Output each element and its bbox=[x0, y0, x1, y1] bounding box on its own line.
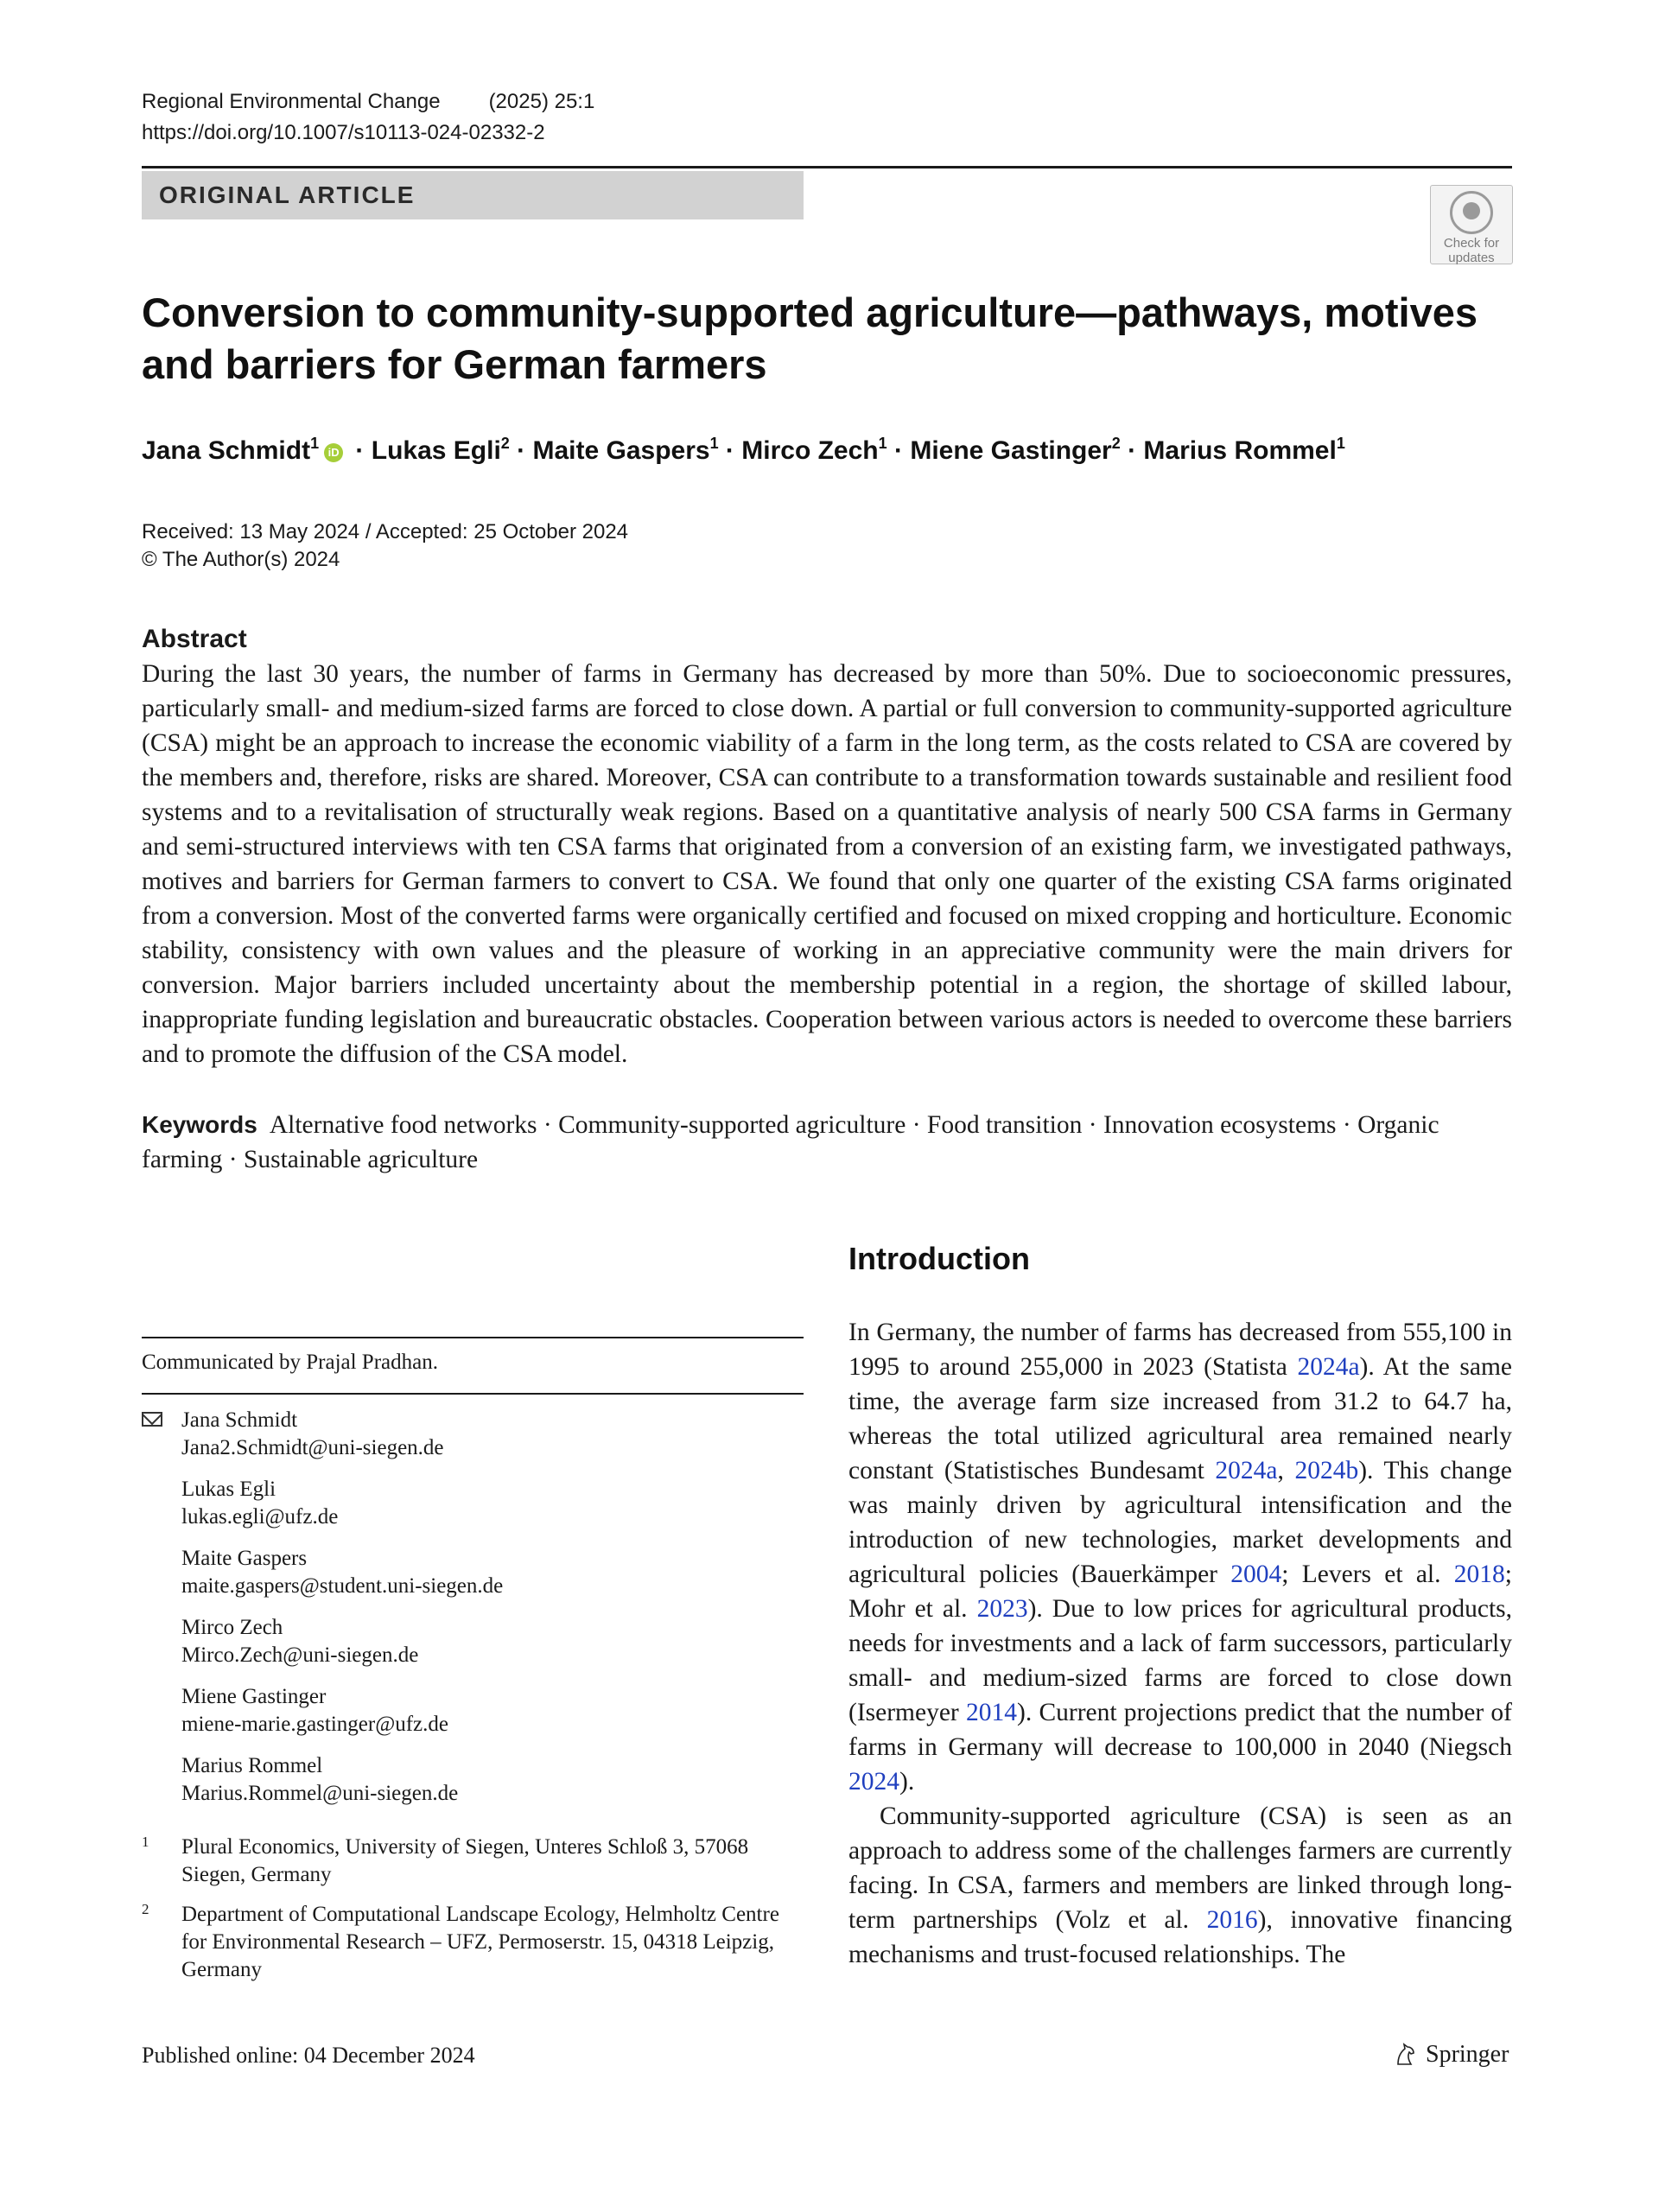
text-run: ). Current projections predict that the number of farms in Germany will decrease to 100,000 in 2040 (Niegsch bbox=[848, 1699, 1512, 1761]
springer-horse-icon bbox=[1393, 2042, 1419, 2068]
journal-header bbox=[142, 90, 594, 114]
publisher-name: Springer bbox=[1426, 2041, 1509, 2068]
text-run: ). bbox=[899, 1768, 915, 1796]
abstract-text: During the last 30 years, the number of farms in Germany has decreased by more than 50%. Due to socioeconomic pressures, particularly small- and medium-sized farms are forced to close down. A partial or full conversion to community-supported agriculture (CSA) might be an approach to increase the economic viability of a farm in the long term, as the costs related to CSA are covered by the members and, therefore, risks are shared. Moreover, CSA can contribute to a transformation towards sustainable and resilient food systems and to a revitalisation of structurally weak regions. Based on a quantitative analysis of nearly 500 CSA farms in Germany and semi-structured interviews with ten CSA farms that originated from a conversion of an existing farm, we investigated pathways, motives and barriers for German farmers to convert to CSA. We found that only one quarter of the existing CSA farms originated from a conversion. Most of the converted farms were organically certified and focused on mixed cropping and horticulture. Economic stability, consistency with own values and the pleasure of working in an appreciative community were the main drivers for conversion. Major barriers included uncertainty about the membership potential in a region, the shortage of skilled labour, inappropriate funding legislation and bureaucratic obstacles. Cooperation between various actors is needed to overcome these barriers and to promote the diffusion of the CSA model. bbox=[142, 660, 1512, 1068]
contact-name: Mirco Zech bbox=[181, 1616, 283, 1639]
contact-entry bbox=[142, 1545, 804, 1600]
affiliation-entry bbox=[142, 1834, 804, 1889]
author-separator: · bbox=[1120, 436, 1144, 465]
author-separator: · bbox=[718, 436, 742, 465]
contact-entry bbox=[142, 1752, 804, 1808]
contact-email[interactable]: maite.gaspers@student.uni-siegen.de bbox=[181, 1574, 504, 1598]
keywords-label: Keywords bbox=[142, 1111, 257, 1138]
journal-name: Regional Environmental Change bbox=[142, 90, 441, 113]
citation-link[interactable]: 2004 bbox=[1230, 1560, 1282, 1588]
copyright-line: © The Author(s) 2024 bbox=[142, 548, 340, 571]
citation-link[interactable]: 2024 bbox=[848, 1768, 899, 1796]
text-run: ), innovative financing mechanisms and trust-focused relationships. The bbox=[848, 1906, 1512, 1968]
received-dates: Received: 13 May 2024 / Accepted: 25 October 2024 bbox=[142, 520, 629, 543]
paragraph bbox=[848, 1315, 1512, 1799]
text-run: ). This change was mainly driven by agricultural intensification and the introduction of new technologies, market developments and agricultural policies (Bauerkämper bbox=[848, 1457, 1512, 1588]
citation-link[interactable]: 2023 bbox=[976, 1595, 1028, 1623]
affiliation-entry bbox=[142, 1901, 804, 1984]
introduction-text bbox=[848, 1315, 1512, 1972]
citation-link[interactable]: 2018 bbox=[1453, 1560, 1505, 1588]
author-separator: · bbox=[509, 436, 533, 465]
keywords bbox=[142, 1108, 1512, 1177]
author-name: Lukas Egli bbox=[371, 436, 501, 465]
text-run: ; Levers et al. bbox=[1281, 1560, 1454, 1588]
affiliation-number: 2 bbox=[142, 1901, 149, 1917]
text-run: ). At the same time, the average farm size increased from 31.2 to 64.7 ha, whereas the total utilized agricultural area remained nearly constant (Statistisches Bundesamt bbox=[848, 1353, 1512, 1484]
contact-entry bbox=[142, 1614, 804, 1669]
top-rule bbox=[142, 166, 1512, 168]
contact-name: Jana Schmidt bbox=[181, 1408, 298, 1432]
doi-link[interactable]: https://doi.org/10.1007/s10113-024-02332-2 bbox=[142, 121, 545, 144]
author-separator: · bbox=[887, 436, 911, 465]
contact-entry bbox=[142, 1683, 804, 1738]
author-list bbox=[142, 435, 1345, 466]
paragraph bbox=[848, 1799, 1512, 1972]
check-updates-label: Check for updates bbox=[1443, 236, 1500, 265]
author-name: Jana Schmidt bbox=[142, 436, 311, 465]
journal-volume: (2025) 25:1 bbox=[488, 90, 595, 113]
envelope-icon bbox=[142, 1412, 162, 1427]
text-run: Community-supported agriculture (CSA) is seen as an approach to address some of the challenges farmers are currently facing. In CSA, farmers and members are linked through long-term partnerships (Volz et al. bbox=[848, 1802, 1512, 1934]
contact-email[interactable]: lukas.egli@ufz.de bbox=[181, 1505, 339, 1529]
footnote-rule bbox=[142, 1393, 804, 1395]
published-online: Published online: 04 December 2024 bbox=[142, 2043, 475, 2068]
article-title: Conversion to community-supported agriculture—pathways, motives and barriers for German farmers bbox=[142, 289, 1478, 387]
author-name: Mirco Zech bbox=[741, 436, 879, 465]
introduction-heading: Introduction bbox=[848, 1241, 1030, 1276]
keywords-text: Alternative food networks · Community-supported agriculture · Food transition · Innovation ecosystems · Organic farming · Sustainable agriculture bbox=[142, 1111, 1439, 1173]
footnote-rule bbox=[142, 1337, 804, 1338]
author-affiliation-mark: 2 bbox=[1111, 435, 1121, 452]
affiliation-text: Department of Computational Landscape Ecology, Helmholtz Centre for Environmental Research – UFZ, Permoserstr. 15, 04318 Leipzig, Germany bbox=[181, 1903, 779, 1981]
contact-email[interactable]: Marius.Rommel@uni-siegen.de bbox=[181, 1782, 459, 1805]
author-affiliation-mark: 1 bbox=[310, 435, 320, 452]
text-run: ). Due to low prices for agricultural products, needs for investments and a lack of farm successors, particularly small- and medium-sized farms are forced to close down (Isermeyer bbox=[848, 1595, 1512, 1726]
affiliation-number: 1 bbox=[142, 1834, 149, 1850]
citation-link[interactable]: 2016 bbox=[1206, 1906, 1258, 1934]
contact-entry bbox=[142, 1407, 804, 1462]
check-updates-icon bbox=[1450, 191, 1493, 234]
contact-email[interactable]: Jana2.Schmidt@uni-siegen.de bbox=[181, 1436, 444, 1459]
text-run: ; Mohr et al. bbox=[848, 1560, 1512, 1623]
orcid-icon[interactable]: iD bbox=[324, 443, 343, 462]
citation-link[interactable]: 2014 bbox=[966, 1699, 1017, 1726]
author-affiliation-mark: 1 bbox=[878, 435, 887, 452]
contact-name: Maite Gaspers bbox=[181, 1547, 308, 1570]
author-affiliation-mark: 2 bbox=[500, 435, 510, 452]
check-for-updates-badge[interactable] bbox=[1430, 185, 1513, 264]
author-separator: · bbox=[348, 436, 372, 465]
abstract-heading: Abstract bbox=[142, 625, 247, 653]
contact-name: Lukas Egli bbox=[181, 1478, 276, 1501]
publisher-logo bbox=[1393, 2041, 1509, 2069]
contact-name: Miene Gastinger bbox=[181, 1685, 327, 1708]
article-type-banner: ORIGINAL ARTICLE bbox=[142, 171, 804, 219]
author-contacts bbox=[142, 1407, 804, 1821]
contact-email[interactable]: Mirco.Zech@uni-siegen.de bbox=[181, 1643, 419, 1667]
citation-link[interactable]: 2024a bbox=[1297, 1353, 1360, 1381]
text-run: , bbox=[1277, 1457, 1295, 1484]
affiliation-text: Plural Economics, University of Siegen, Unteres Schloß 3, 57068 Siegen, Germany bbox=[181, 1835, 749, 1886]
text-run: In Germany, the number of farms has decreased from 555,100 in 1995 to around 255,000 in 2023 (Statista bbox=[848, 1319, 1512, 1381]
citation-link[interactable]: 2024a bbox=[1215, 1457, 1278, 1484]
communicated-by: Communicated by Prajal Pradhan. bbox=[142, 1351, 438, 1374]
contact-email[interactable]: miene-marie.gastinger@ufz.de bbox=[181, 1713, 448, 1736]
author-name: Miene Gastinger bbox=[910, 436, 1112, 465]
author-affiliation-mark: 1 bbox=[709, 435, 719, 452]
author-name: Maite Gaspers bbox=[532, 436, 710, 465]
contact-entry bbox=[142, 1476, 804, 1531]
author-name: Marius Rommel bbox=[1143, 436, 1337, 465]
author-affiliation-mark: 1 bbox=[1336, 435, 1345, 452]
affiliations bbox=[142, 1834, 804, 1996]
citation-link[interactable]: 2024b bbox=[1294, 1457, 1359, 1484]
contact-name: Marius Rommel bbox=[181, 1754, 323, 1777]
